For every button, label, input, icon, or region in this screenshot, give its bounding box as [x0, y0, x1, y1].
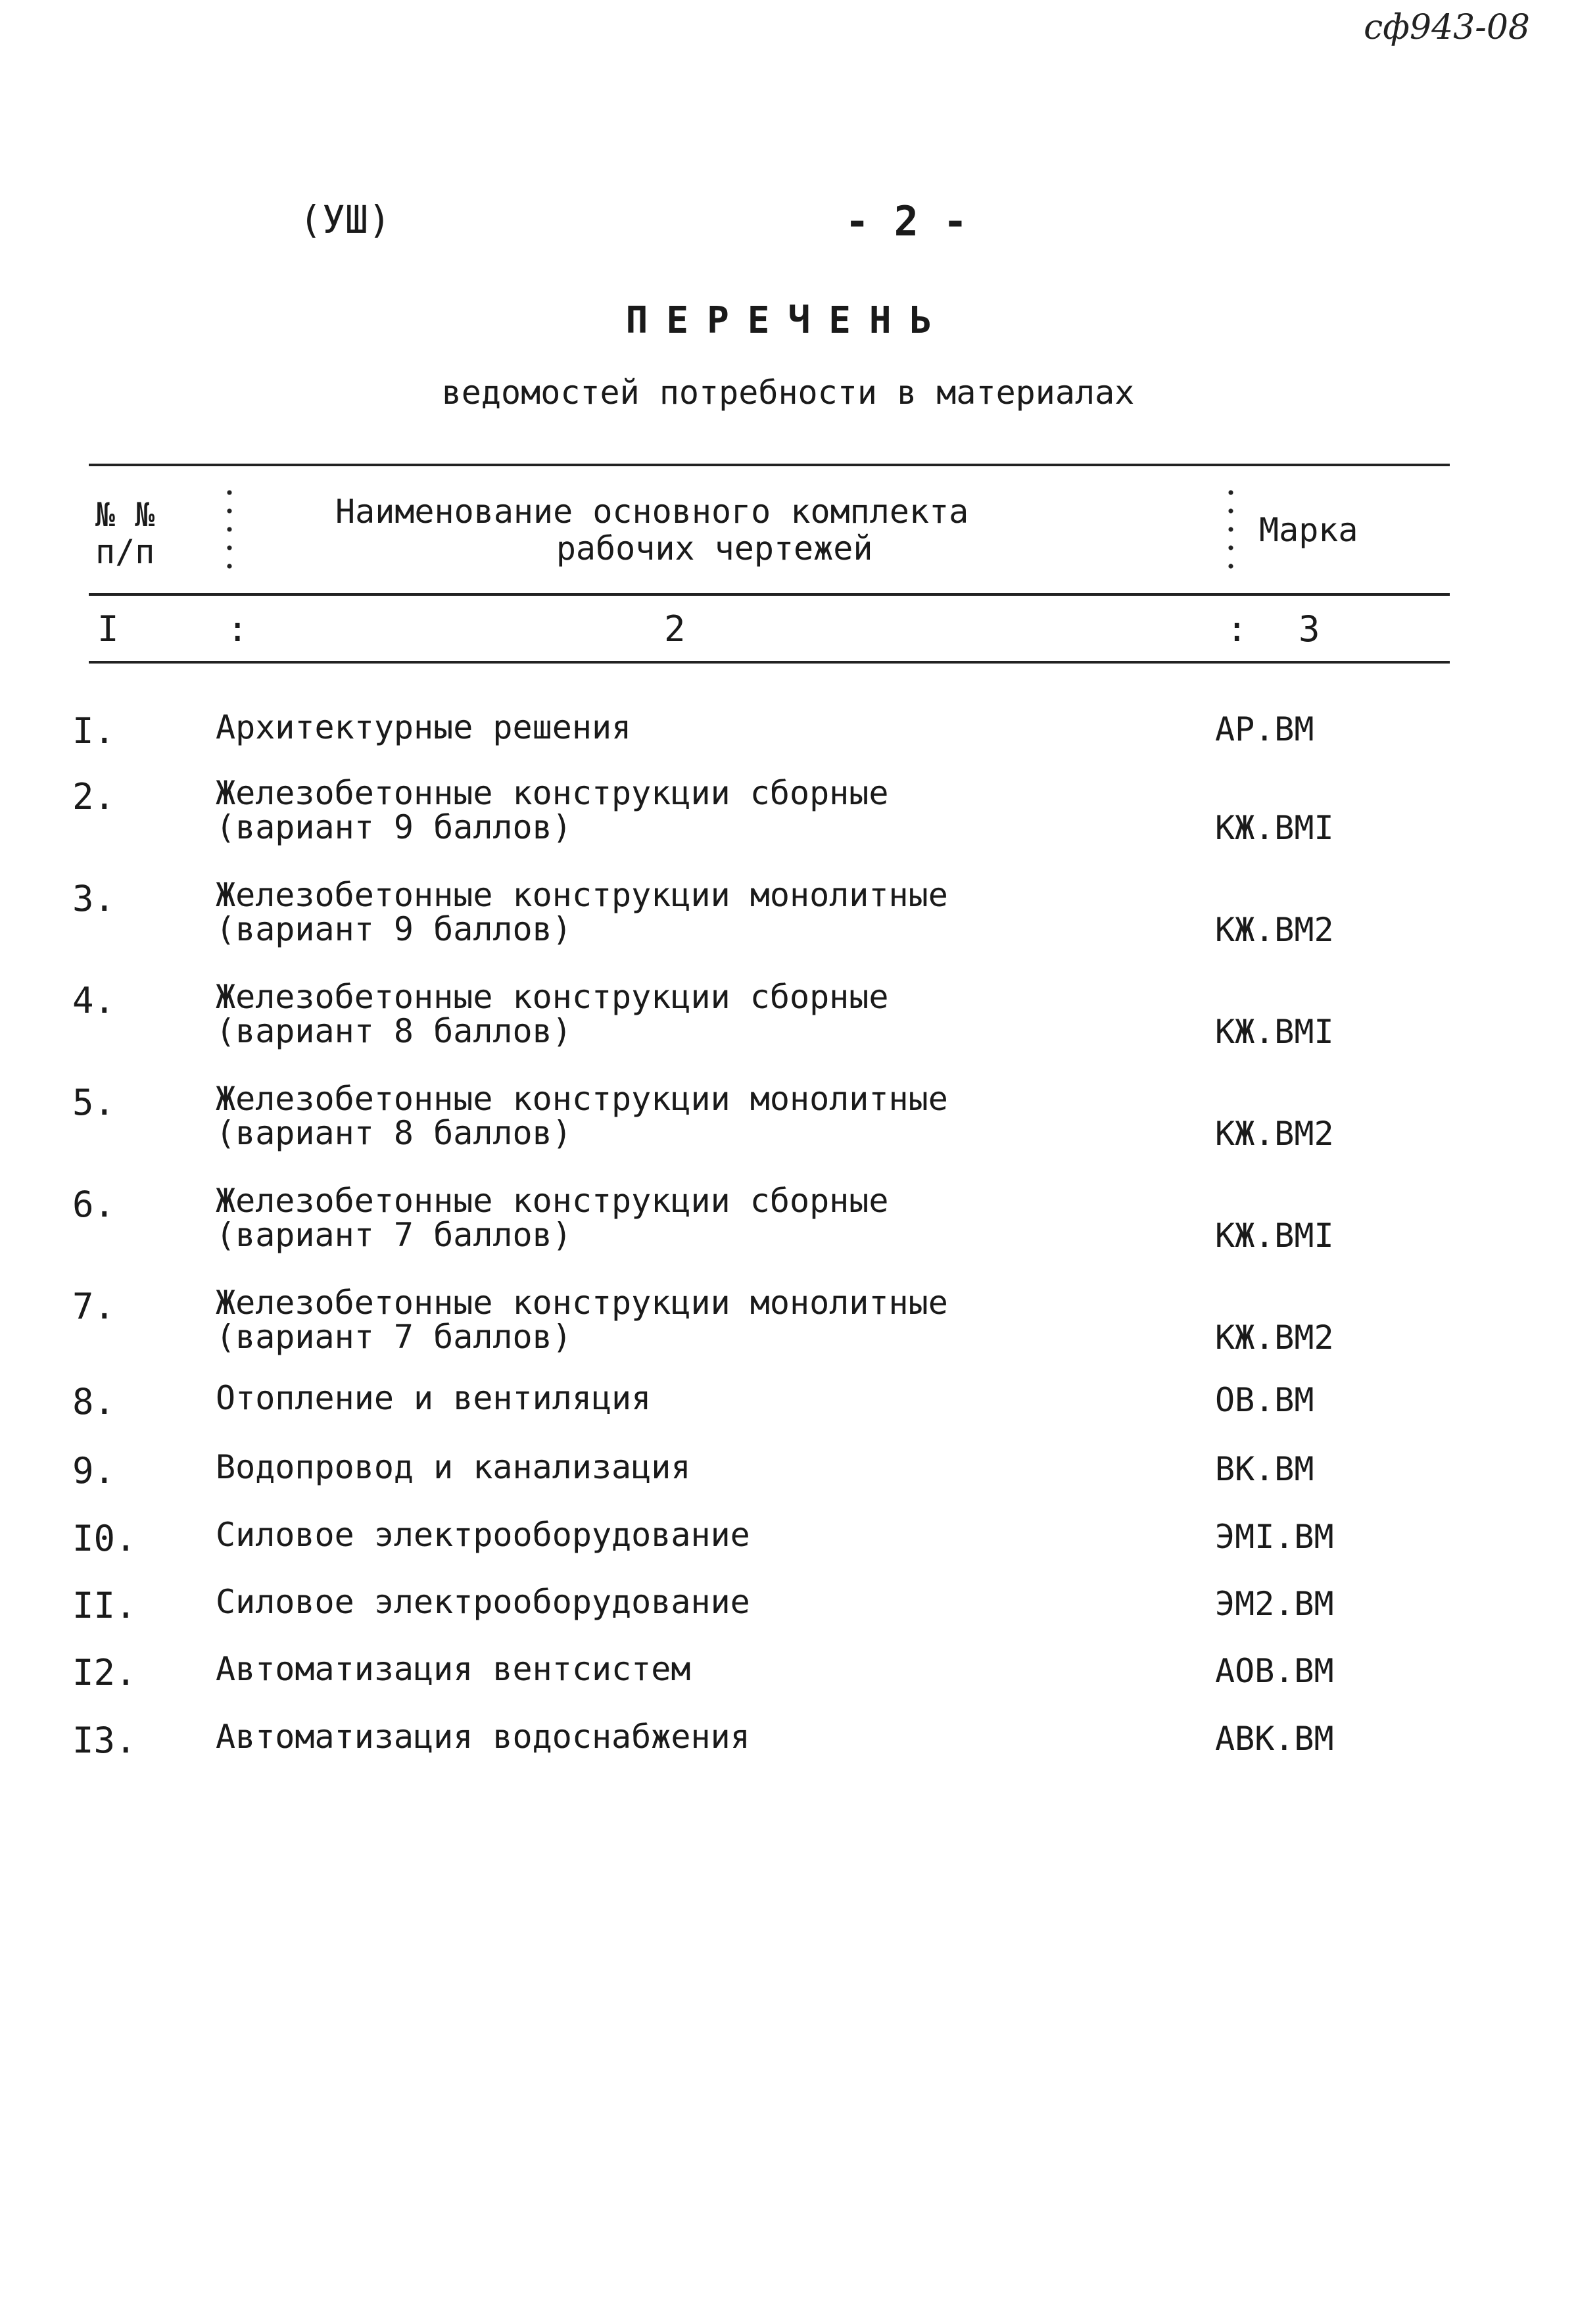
row-name-line: Силовое электрооборудование: [216, 1516, 750, 1554]
row-number: I2.: [72, 1652, 137, 1693]
row-name-line: (вариант 9 баллов): [216, 910, 572, 948]
row-mark: КЖ.ВМ2: [1215, 911, 1334, 949]
row-mark: АОВ.ВМ: [1215, 1652, 1334, 1690]
row-name: [216, 710, 631, 744]
row-name-line: Железобетонные конструкции монолитные: [216, 1284, 948, 1322]
row-number: I3.: [72, 1720, 137, 1761]
row-name-line: Автоматизация водоснабжения: [216, 1718, 750, 1756]
row-name: [216, 980, 889, 1048]
row-name: [216, 1286, 948, 1354]
row-number: 2.: [72, 776, 116, 817]
column-colon: :: [227, 608, 249, 650]
row-number: 5.: [72, 1082, 116, 1123]
row-name-line: Силовое электрооборудование: [216, 1583, 750, 1621]
row-mark: КЖ.ВМ2: [1215, 1115, 1334, 1153]
row-name: [216, 1184, 889, 1252]
column-colon: :: [1226, 608, 1248, 650]
row-number: II.: [72, 1585, 137, 1626]
row-name-line: Железобетонные конструкции сборные: [216, 774, 889, 812]
row-number: 7.: [72, 1286, 116, 1327]
row-mark: АВК.ВМ: [1215, 1720, 1334, 1758]
page-number: - 2 -: [845, 197, 968, 245]
row-name-line: Водопровод и канализация: [216, 1448, 691, 1486]
row-name: [216, 1518, 750, 1552]
row-name-line: Железобетонные конструкции монолитные: [216, 1080, 948, 1118]
row-number: 3.: [72, 878, 116, 919]
header-number-line: № №: [95, 496, 155, 534]
column-number-3: 3: [1299, 608, 1320, 650]
header-name-line: рабочих чертежей: [556, 529, 873, 568]
row-name: [216, 1381, 651, 1415]
row-name-line: (вариант 7 баллов): [216, 1318, 572, 1356]
archive-stamp: сф943-08: [1364, 8, 1530, 47]
header-number-line: п/п: [95, 533, 155, 571]
row-name-line: Железобетонные конструкции сборные: [216, 1182, 889, 1220]
section-label: (УШ): [299, 197, 391, 242]
header-name-line: Наименование основного комплекта: [335, 493, 969, 531]
row-name-line: (вариант 8 баллов): [216, 1012, 572, 1050]
column-number-2: 2: [664, 608, 686, 650]
column-separator: [227, 483, 232, 582]
header-mark: Марка: [1259, 511, 1358, 549]
row-mark: АР.ВМ: [1215, 710, 1314, 748]
column-separator: [1228, 483, 1233, 582]
column-number-1: I: [97, 608, 119, 650]
header-number: [95, 496, 155, 570]
header-bottom-rule: [89, 593, 1450, 596]
row-mark: ЭМ2.ВМ: [1215, 1585, 1334, 1623]
row-name: [216, 1585, 750, 1619]
row-number: 8.: [72, 1381, 116, 1422]
row-name-line: (вариант 8 баллов): [216, 1114, 572, 1152]
document-subtitle: ведомостей потребности в материалах: [441, 374, 1135, 412]
row-number: 4.: [72, 980, 116, 1021]
row-number: 9.: [72, 1450, 116, 1491]
row-name-line: Железобетонные конструкции сборные: [216, 978, 889, 1016]
row-number: 6.: [72, 1184, 116, 1225]
row-name-line: (вариант 9 баллов): [216, 808, 572, 846]
row-name: [216, 1720, 750, 1754]
row-name-line: Железобетонные конструкции монолитные: [216, 876, 948, 914]
document-title: ПЕРЕЧЕНЬ: [625, 299, 951, 342]
row-mark: КЖ.ВМ2: [1215, 1319, 1334, 1357]
row-name-line: Отопление и вентиляция: [216, 1379, 652, 1417]
row-mark: ОВ.ВМ: [1215, 1381, 1314, 1419]
table-top-rule: [89, 464, 1450, 466]
row-name-line: Автоматизация вентсистем: [216, 1650, 691, 1688]
row-number: I0.: [72, 1518, 137, 1559]
row-mark: КЖ.ВМI: [1215, 809, 1334, 847]
row-number: I.: [72, 710, 116, 752]
row-name: [216, 878, 948, 946]
row-mark: ВК.ВМ: [1215, 1450, 1314, 1488]
column-numbers-rule: [89, 661, 1450, 664]
row-name: [216, 1652, 690, 1686]
row-name-line: Архитектурные решения: [216, 708, 632, 746]
row-name: [216, 776, 889, 844]
row-mark: КЖ.ВМI: [1215, 1217, 1334, 1255]
row-name-line: (вариант 7 баллов): [216, 1216, 572, 1254]
row-name: [216, 1450, 690, 1484]
row-name: [216, 1082, 948, 1150]
row-mark: ЭМI.ВМ: [1215, 1518, 1334, 1556]
header-name: [335, 493, 968, 567]
row-mark: КЖ.ВМI: [1215, 1013, 1334, 1051]
